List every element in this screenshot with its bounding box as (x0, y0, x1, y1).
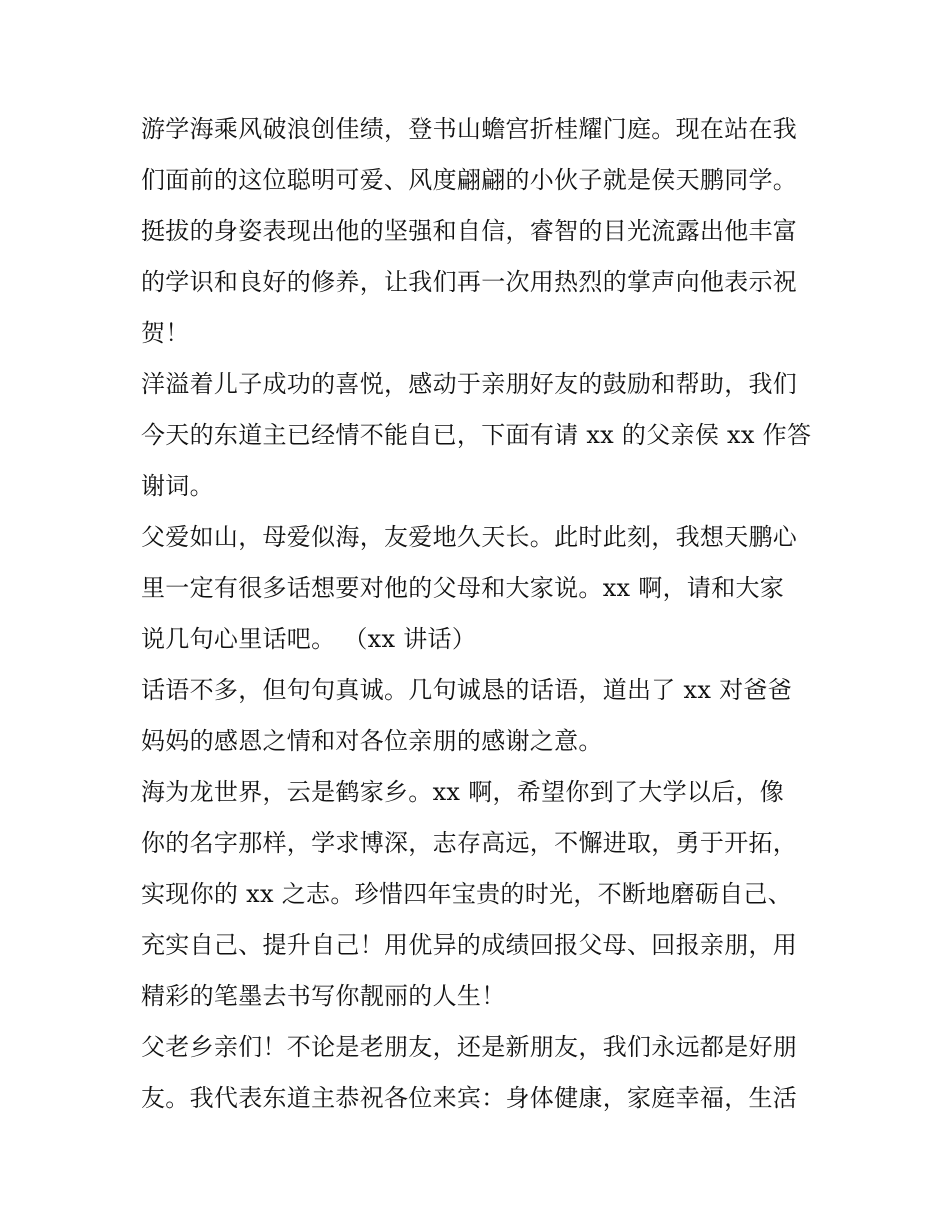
text-line: 里一定有很多话想要对他的父母和大家说。xx 啊，请和大家 (141, 574, 785, 602)
text-line: 贺！ (141, 319, 190, 347)
text-line: 洋溢着儿子成功的喜悦，感动于亲朋好友的鼓励和帮助，我们 (141, 370, 798, 398)
text-line: 的学识和良好的修养，让我们再一次用热烈的掌声向他表示祝 (141, 268, 798, 296)
text-line: 们面前的这位聪明可爱、风度翩翩的小伙子就是侯天鹏同学。 (141, 166, 798, 194)
text-line: 精彩的笔墨去书写你靓丽的人生！ (141, 982, 506, 1010)
text-line: 挺拔的身姿表现出他的坚强和自信，睿智的目光流露出他丰富 (141, 217, 798, 245)
text-line: 父爱如山，母爱似海，友爱地久天长。此时此刻，我想天鹏心 (141, 523, 798, 551)
text-line: 友。我代表东道主恭祝各位来宾：身体健康，家庭幸福，生活 (141, 1084, 798, 1112)
paragraph-3 (141, 512, 813, 665)
paragraph-6 (141, 1022, 813, 1124)
text-line: 谢词。 (141, 472, 214, 500)
text-line: 说几句心里话吧。 （xx 讲话） (141, 625, 477, 653)
document-body (141, 104, 813, 1124)
text-line: 你的名字那样，学求博深，志存高远，不懈进取，勇于开拓， (141, 829, 798, 857)
text-line: 今天的东道主已经情不能自已，下面有请 xx 的父亲侯 xx 作答 (141, 421, 812, 449)
text-line: 妈妈的感恩之情和对各位亲朋的感谢之意。 (141, 727, 603, 755)
paragraph-2 (141, 359, 813, 512)
paragraph-5 (141, 767, 813, 1022)
text-line: 海为龙世界，云是鹤家乡。xx 啊，希望你到了大学以后，像 (141, 778, 785, 806)
text-line: 游学海乘风破浪创佳绩，登书山蟾宫折桂耀门庭。现在站在我 (141, 115, 798, 143)
text-line: 充实自己、提升自己！用优异的成绩回报父母、回报亲朋，用 (141, 931, 798, 959)
paragraph-4 (141, 665, 813, 767)
text-line: 话语不多，但句句真诚。几句诚恳的话语，道出了 xx 对爸爸 (141, 676, 793, 704)
paragraph-1 (141, 104, 813, 359)
text-line: 父老乡亲们！不论是老朋友，还是新朋友，我们永远都是好朋 (141, 1033, 798, 1061)
text-line: 实现你的 xx 之志。珍惜四年宝贵的时光，不断地磨砺自己、 (141, 880, 793, 908)
